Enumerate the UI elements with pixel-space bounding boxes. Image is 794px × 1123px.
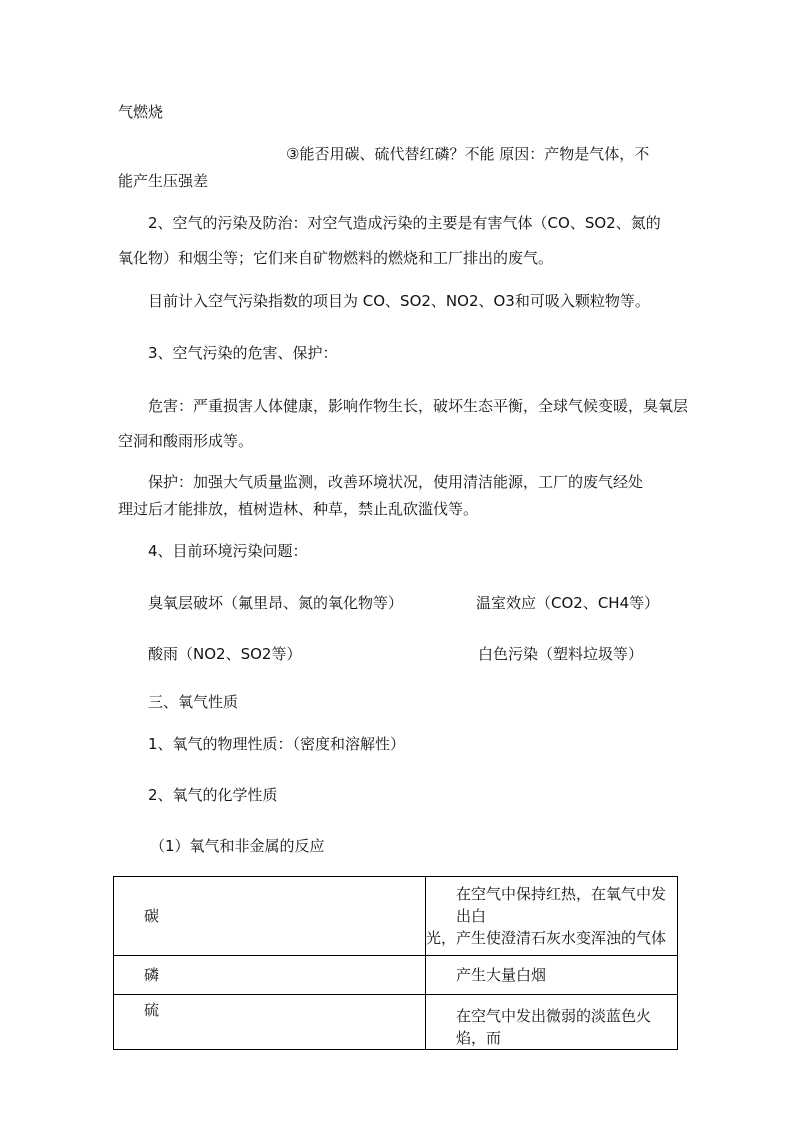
table-row	[114, 995, 678, 1050]
table-cell-desc	[426, 995, 678, 1050]
table-cell-name: 碳	[114, 877, 426, 956]
chapter-heading: 三、氧气性质	[148, 693, 239, 711]
pollution-item: 臭氧层破坏（氟里昂、氮的氧化物等）	[148, 594, 404, 612]
subsection-heading: （1）氧气和非金属的反应	[150, 837, 325, 855]
text-line: 氧化物）和烟尘等；它们来自矿物燃料的燃烧和工厂排出的废气。	[118, 249, 554, 267]
pollution-item: 白色污染（塑料垃圾等）	[478, 645, 644, 663]
text-line: 目前计入空气污染指数的项目为 CO、SO2、NO2、O3和可吸入颗粒物等。	[148, 292, 650, 310]
desc-line: 在空气中发出微弱的淡蓝色火焰，而	[456, 1007, 652, 1047]
table-row	[114, 877, 678, 956]
section-heading: 1、氧气的物理性质：（密度和溶解性）	[148, 735, 406, 753]
table-cell-desc	[426, 877, 678, 956]
text-line: 危害：严重损害人体健康，影响作物生长，破坏生态平衡，全球气候变暖，臭氧层	[148, 397, 689, 415]
text-line: 空洞和酸雨形成等。	[118, 432, 254, 450]
desc-line: 光，产生使澄清石灰水变浑浊的气体	[426, 929, 667, 947]
table-cell-name: 硫	[114, 995, 426, 1050]
reaction-table	[113, 876, 678, 1050]
pollution-item: 温室效应（CO2、CH4等）	[476, 594, 660, 612]
section-heading: 2、空气的污染及防治：对空气造成污染的主要是有害气体（CO、SO2、氮的	[148, 214, 661, 232]
text-line: ③能否用碳、硫代替红磷？不能 原因：产物是气体，不	[286, 145, 650, 163]
desc-line: 产生大量白烟	[456, 966, 547, 984]
desc-line: 在空气中保持红热，在氧气中发出白	[456, 885, 667, 925]
text-line: 理过后才能排放，植树造林、种草，禁止乱砍滥伐等。	[118, 500, 479, 518]
text-line: 能产生压强差	[118, 172, 209, 190]
section-heading: 4、目前环境污染问题：	[148, 542, 308, 560]
table-row	[114, 956, 678, 995]
pollution-item: 酸雨（NO2、SO2等）	[148, 645, 302, 663]
text-line: 保护：加强大气质量监测，改善环境状况，使用清洁能源，工厂的废气经处	[148, 473, 644, 491]
section-heading: 2、氧气的化学性质	[148, 786, 278, 804]
text-line: 气燃烧	[118, 103, 164, 121]
table-cell-desc	[426, 956, 678, 995]
section-heading: 3、空气污染的危害、保护：	[148, 344, 338, 362]
table-cell-name: 磷	[114, 956, 426, 995]
